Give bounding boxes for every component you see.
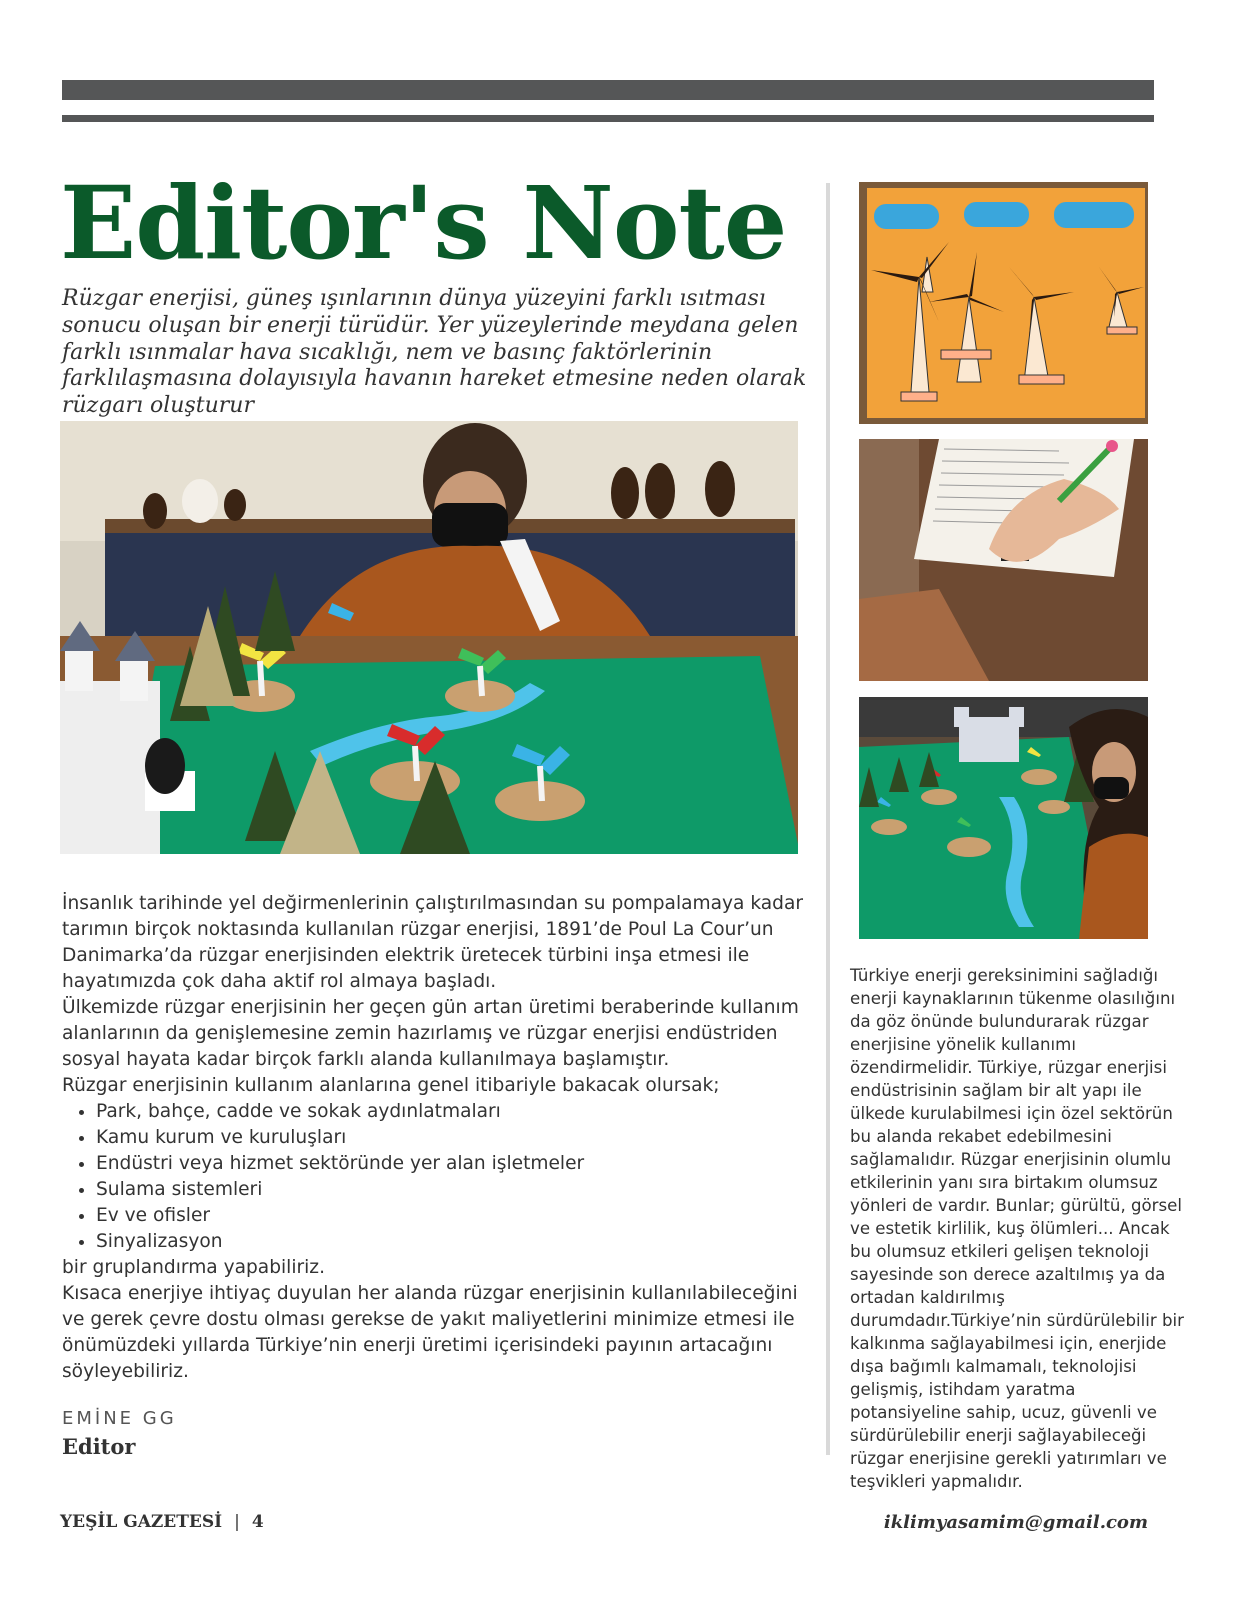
usage-list [62, 1099, 814, 1255]
side-photo-model [859, 697, 1148, 939]
main-photo [60, 421, 798, 854]
author-role: Editor [62, 1434, 136, 1459]
side-photo-writing [859, 439, 1148, 681]
list-item: • Sulama sistemleri [96, 1177, 814, 1203]
header-rule-thick [62, 80, 1154, 100]
body-paragraph-4: bir gruplandırma yapabiliriz. [62, 1257, 325, 1278]
header-rule-thin [62, 115, 1154, 122]
lead-paragraph: Rüzgar enerjisi, güneş ışınlarının dünya yüzeyini farklı ısıtması sonucu oluşan bir enerji türüdür. Yer yüzeylerinde meydana gelen farklı ısınmalar hava sıcaklığı, nem ve basınç faktörlerinin farklılaşmasına dolayısıyla havanın hareket etmesine neden olarak rüzgarı oluşturur [62, 286, 807, 419]
body-paragraph-2: Ülkemizde rüzgar enerjisinin her geçen gün artan üretimi beraberinde kullanım alanlarının da genişlemesine zemin hazırlamış ve rüzgar enerjisi endüstriden sosyal hayata kadar birçok farklı alanda kullanılmaya başlamıştır. [62, 997, 799, 1070]
list-item: • Ev ve ofisler [96, 1203, 814, 1229]
publication-name: YEŞİL GAZETESİ [60, 1512, 223, 1532]
side-photo-turbine-drawing [859, 182, 1148, 424]
footer-separator: | [234, 1512, 240, 1532]
author-name: EMİNE GG [62, 1408, 177, 1429]
body-paragraph-3: Rüzgar enerjisinin kullanım alanlarına genel itibariyle bakacak olursak; [62, 1075, 720, 1096]
footer-email[interactable]: iklimyasamim@gmail.com [883, 1512, 1148, 1533]
list-item: • Park, bahçe, cadde ve sokak aydınlatmaları [96, 1099, 814, 1125]
column-divider [826, 183, 830, 1455]
page-title: Editor's Note [60, 164, 787, 282]
body-paragraph-5: Kısaca enerjiye ihtiyaç duyulan her alanda rüzgar enerjisinin kullanılabileceğini ve gerek çevre dostu olması gerekse de yakıt maliyetlerini minimize etmesi ile önümüzdeki yıllarda Türkiye’nin enerji üretimi içerisindeki payının artacağını söyleyebiliriz. [62, 1283, 798, 1382]
article-body [62, 891, 814, 1385]
sidebar-paragraph: Türkiye enerji gereksinimini sağladığı enerji kaynaklarının tükenme olasılığını da göz önünde bulundurarak rüzgar enerjisine yönelik kullanımı özendirmelidir. Türkiye, rüzgar enerjisi endüstrisinin sağlam bir alt yapı ile ülkede kurulabilmesi için özel sektörün bu alanda rekabet edebilmesini sağlamalıdır. Rüzgar enerjisinin olumlu etkilerinin yanı sıra birtakım olumsuz yönleri de vardır. Bunlar; gürültü, görsel ve estetik kirlilik, kuş ölümleri... Ancak bu olumsuz etkileri gelişen teknoloji sayesinde son derece azaltılmış ya da ortadan kaldırılmış durumdadır.Türkiye’nin sürdürülebilir bir kalkınma sağlayabilmesi için, enerjide dışa bağımlı kalmamalı, teknolojisi gelişmiş, istihdam yaratma potansiyeline sahip, ucuz, güvenli ve sürdürülebilir enerji sağlayabileceği rüzgar enerjisine gerekli yatırımları ve teşvikleri yapmalıdır. [850, 966, 1184, 1491]
body-paragraph-1: İnsanlık tarihinde yel değirmenlerinin çalıştırılmasından su pompalamaya kadar tarımın birçok noktasında kullanılan rüzgar enerjisi, 1891’de Poul La Cour’un Danimarka’da rüzgar enerjisinden elektrik üretecek türbini inşa etmesi ile hayatımızda çok daha aktif rol almaya başladı. [62, 893, 803, 992]
page-number: 4 [251, 1512, 264, 1532]
list-item: • Kamu kurum ve kuruluşları [96, 1125, 814, 1151]
list-item: • Endüstri veya hizmet sektöründe yer alan işletmeler [96, 1151, 814, 1177]
list-item: • Sinyalizasyon [96, 1229, 814, 1255]
footer-publication [60, 1512, 264, 1532]
